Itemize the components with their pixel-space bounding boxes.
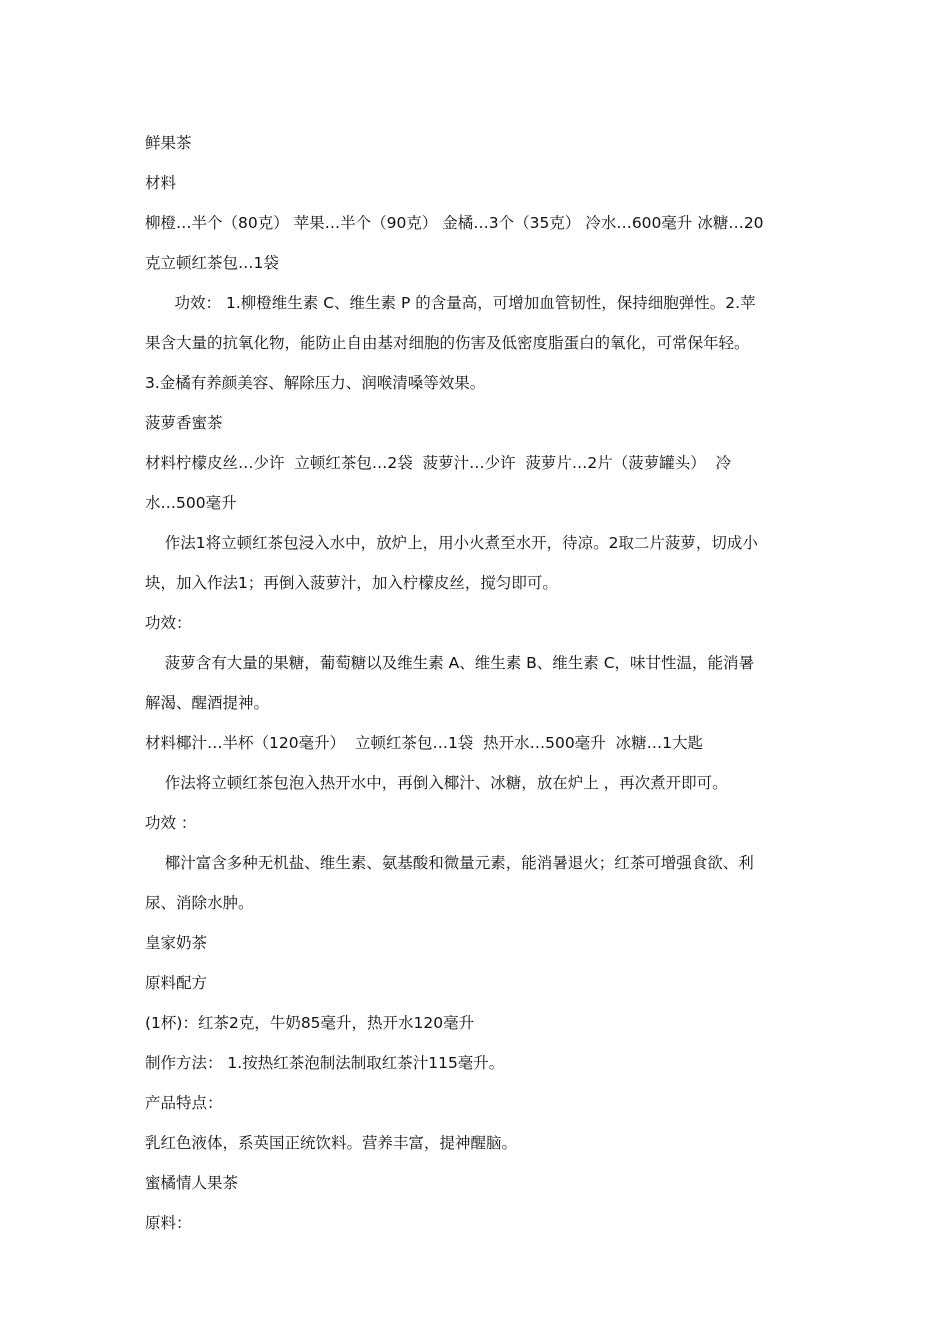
text-line: 3.金橘有养颜美容、解除压力、润喉清嗓等效果。 — [145, 374, 486, 392]
text-line: 功效： — [145, 614, 192, 632]
text-line: (1杯)：红茶2克，牛奶85毫升，热开水120毫升 — [145, 1014, 475, 1032]
text-line: 块，加入作法1；再倒入菠萝汁，加入柠檬皮丝，搅匀即可。 — [145, 574, 558, 592]
text-line: 解渴、醒酒提神。 — [145, 694, 270, 712]
text-line: 功效： 1.柳橙维生素 C、维生素 P 的含量高，可增加血管韧性，保持细胞弹性。2.苹 — [145, 294, 756, 312]
text-line: 作法将立顿红茶包泡入热开水中，再倒入椰汁、冰糖，放在炉上 ，再次煮开即可。 — [145, 774, 728, 792]
text-line: 原料配方 — [145, 974, 208, 992]
document-body — [145, 123, 810, 1243]
text-line: 水…500毫升 — [145, 494, 237, 512]
text-line: 乳红色液体，系英国正统饮料。营养丰富，提神醒脑。 — [145, 1134, 518, 1152]
text-line: 果含大量的抗氧化物，能防止自由基对细胞的伤害及低密度脂蛋白的氧化，可常保年轻。 — [145, 334, 750, 352]
text-line: 材料 — [145, 174, 177, 192]
text-line: 尿、消除水肿。 — [145, 894, 254, 912]
text-line: 作法1将立顿红茶包浸入水中，放炉上，用小火煮至水开，待凉。2取二片菠萝，切成小 — [145, 534, 758, 552]
section-title: 菠萝香蜜茶 — [145, 414, 223, 432]
text-line: 菠萝含有大量的果糖，葡萄糖以及维生素 A、维生素 B、维生素 C，味甘性温，能消暑 — [145, 654, 755, 672]
text-line: 产品特点： — [145, 1094, 223, 1112]
text-line: 原料： — [145, 1214, 192, 1232]
text-line: 材料椰汁…半杯（120毫升） 立顿红茶包…1袋 热开水…500毫升 冰糖…1大匙 — [145, 734, 703, 752]
text-line: 制作方法： 1.按热红茶泡制法制取红茶汁115毫升。 — [145, 1054, 505, 1072]
section-title: 蜜橘情人果茶 — [145, 1174, 239, 1192]
text-line: 材料柠檬皮丝…少许 立顿红茶包…2袋 菠萝汁…少许 菠萝片…2片（菠萝罐头） 冷 — [145, 454, 732, 472]
text-line: 柳橙…半个（80克） 苹果…半个（90克） 金橘…3个（35克） 冷水…600毫升 冰糖…20 — [145, 214, 764, 232]
text-line: 克立顿红茶包…1袋 — [145, 254, 279, 272]
text-line: 椰汁富含多种无机盐、维生素、氨基酸和微量元素，能消暑退火；红茶可增强食欲、利 — [145, 854, 754, 872]
section-title: 鲜果茶 — [145, 134, 192, 152]
section-title: 皇家奶茶 — [145, 934, 208, 952]
text-line: 功效 ： — [145, 814, 197, 832]
